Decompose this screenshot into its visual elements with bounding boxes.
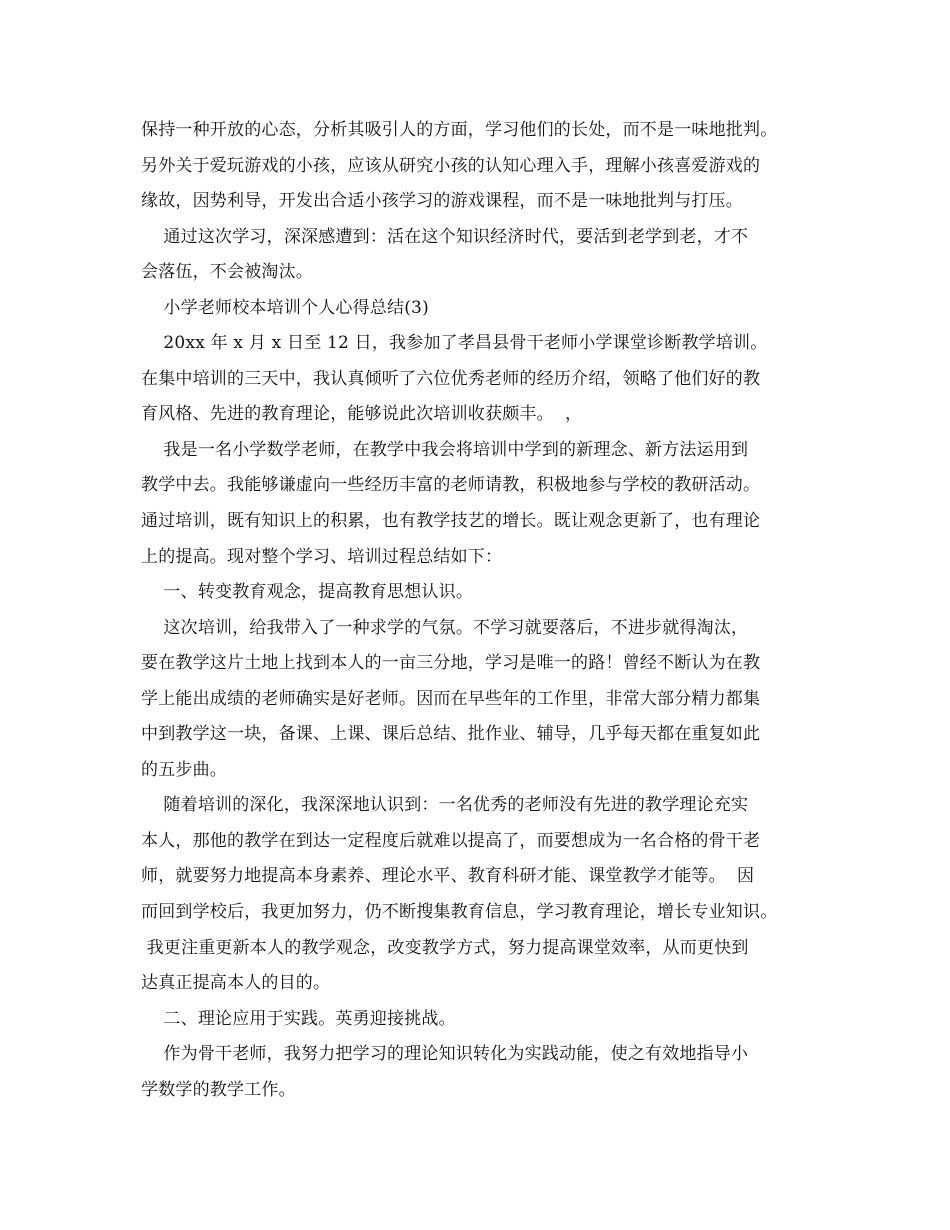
text-line: 上的提高。现对整个学习、培训过程总结如下：	[141, 546, 503, 567]
document-body	[141, 113, 821, 1108]
text-line: 作为骨干老师，我努力把学习的理论知识转化为实践动能，使之有效地指导小	[141, 1044, 749, 1065]
text-line: 我是一名小学数学老师，在教学中我会将培训中学到的新理念、新方法运用到	[141, 439, 749, 460]
subheading: 二、理论应用于实践。英勇迎接挑战。	[141, 1008, 456, 1029]
text-line: 要在教学这片土地上找到本人的一亩三分地，学习是唯一的路！曾经不断认为在教	[141, 653, 761, 674]
text-line: 学上能出成绩的老师确实是好老师。因而在早些年的工作里，非常大部分精力都集	[141, 688, 761, 709]
text-line: 育风格、先进的教育理论，能够说此次培训收获颇丰。 ，	[141, 404, 583, 425]
text-line: 达真正提高本人的目的。	[141, 973, 331, 994]
text-line: 随着培训的深化，我深深地认识到：一名优秀的老师没有先进的教学理论充实	[141, 795, 749, 816]
text-line: 另外关于爱玩游戏的小孩，应该从研究小孩的认知心理入手，理解小孩喜爱游戏的	[141, 155, 761, 176]
text-line: 我更注重更新本人的教学观念，改变教学方式，努力提高课堂效率，从而更快到	[141, 937, 749, 958]
text-line: 师，就要努力地提高本身素养、理论水平、教育科研才能、课堂教学才能等。 因	[141, 866, 755, 887]
text-line: 通过这次学习，深深感遭到：活在这个知识经济时代，要活到老学到老，才不	[141, 226, 749, 247]
text-line: 本人，那他的教学在到达一定程度后就难以提高了，而要想成为一名合格的骨干老	[141, 830, 761, 851]
text-line: 的五步曲。	[141, 759, 227, 780]
section-heading: 小学老师校本培训个人心得总结(3)	[141, 297, 429, 318]
text-line: 这次培训，给我带入了一种求学的气氛。不学习就要落后，不进步就得淘汰，	[141, 617, 749, 638]
text-line: 学数学的教学工作。	[141, 1079, 296, 1100]
text-line: 缘故，因势利导，开发出合适小孩学习的游戏课程，而不是一味地批判与打压。	[141, 191, 743, 212]
text-line: 在集中培训的三天中，我认真倾听了六位优秀老师的经历介绍，领略了他们好的教	[141, 368, 761, 389]
text-line: 会落伍，不会被淘汰。	[141, 262, 313, 283]
text-line: 通过培训，既有知识上的积累，也有教学技艺的增长。既让观念更新了，也有理论	[141, 511, 761, 532]
text-line: 而回到学校后，我更加努力，仍不断搜集教育信息，学习教育理论，增长专业知识。	[141, 902, 778, 923]
subheading: 一、转变教育观念，提高教育思想认识。	[141, 582, 474, 603]
text-line: 20xx 年 x 月 x 日至 12 日，我参加了孝昌县骨干老师小学课堂诊断教学培训。	[141, 333, 768, 354]
text-line: 保持一种开放的心态，分析其吸引人的方面，学习他们的长处，而不是一味地批判。	[141, 120, 778, 140]
text-line: 教学中去。我能够谦虚向一些经历丰富的老师请教，积极地参与学校的教研活动。	[141, 475, 761, 496]
text-line: 中到教学这一块，备课、上课、课后总结、批作业、辅导，几乎每天都在重复如此	[141, 724, 761, 745]
